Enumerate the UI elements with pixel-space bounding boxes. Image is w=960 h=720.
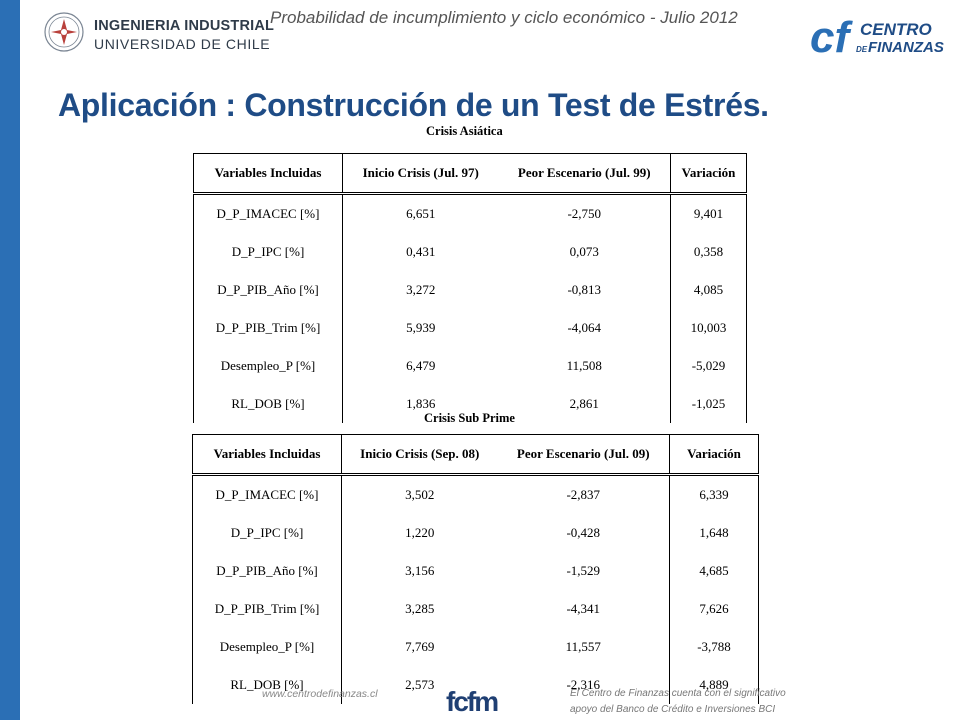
cf-de: DE — [856, 45, 868, 54]
cell-start: 3,156 — [405, 563, 435, 578]
cf-line2: FINANZAS — [868, 39, 944, 56]
slide-title: Aplicación : Construcción de un Test de Estrés. — [58, 87, 769, 123]
table-header-row — [194, 154, 747, 194]
header-start: Inicio Crisis (Sep. 08) — [342, 435, 498, 475]
university-name: UNIVERSIDAD DE CHILE — [94, 36, 271, 52]
cell-variable: D_P_IMACEC [%] — [194, 194, 343, 234]
centro-finanzas-logo — [810, 12, 950, 60]
cell-worst: -4,064 — [567, 320, 602, 335]
cell-start: 1,220 — [405, 525, 435, 540]
cell-worst: -1,529 — [566, 563, 601, 578]
table-row — [193, 628, 759, 666]
cell-worst: -4,341 — [566, 601, 601, 616]
cell-variation: 10,003 — [671, 309, 747, 347]
cell-variable: D_P_PIB_Año [%] — [193, 552, 342, 590]
header-worst: Peor Escenario (Jul. 09) — [498, 435, 670, 475]
cell-start: 1,836 — [406, 396, 436, 411]
cell-start: 3,285 — [405, 601, 435, 616]
cell-variation: 1,648 — [670, 514, 759, 552]
cell-variation: 0,358 — [671, 233, 747, 271]
header-variables: Variables Incluidas — [193, 435, 342, 475]
table-row — [194, 233, 747, 271]
cell-variation: 4,085 — [671, 271, 747, 309]
table-header-row — [193, 435, 759, 475]
cell-worst: -2,750 — [567, 206, 602, 221]
cell-variable: D_P_IMACEC [%] — [193, 475, 342, 515]
presentation-title: Probabilidad de incumplimiento y ciclo económico - Julio 2012 — [270, 8, 738, 27]
cell-variation: 9,401 — [671, 194, 747, 234]
cell-variation: -1,025 — [671, 385, 747, 423]
cell-worst: -2,316 — [566, 677, 601, 692]
cell-variable: Desempleo_P [%] — [193, 628, 342, 666]
cell-start: 3,272 — [406, 282, 436, 297]
cell-variation: -3,788 — [670, 628, 759, 666]
cell-variation: 6,339 — [670, 475, 759, 515]
cell-variation: 7,626 — [670, 590, 759, 628]
asian-crisis-table — [193, 153, 747, 423]
table-row — [193, 552, 759, 590]
header-variation: Variación — [671, 154, 747, 194]
cell-variation: -5,029 — [671, 347, 747, 385]
table-row — [194, 309, 747, 347]
table-row — [193, 475, 759, 515]
table-row — [194, 347, 747, 385]
cell-variable: RL_DOB [%] — [194, 385, 343, 423]
left-accent-bar — [0, 0, 20, 720]
cell-worst: 11,557 — [565, 639, 601, 654]
table-row — [194, 271, 747, 309]
fcfm-logo — [446, 684, 512, 718]
sponsor-line-2: apoyo del Banco de Crédito e Inversiones BCI — [570, 704, 776, 715]
cell-start: 6,479 — [406, 358, 436, 373]
footer-website-link[interactable]: www.centrodefinanzas.cl — [262, 688, 378, 700]
cell-start: 0,431 — [406, 244, 436, 259]
cell-worst: -2,837 — [566, 487, 601, 502]
table-caption-asian-crisis: Crisis Asiática — [426, 124, 503, 138]
ingenieria-industrial-logo — [42, 8, 275, 58]
cell-variable: RL_DOB [%] — [193, 666, 342, 704]
cell-variable: D_P_IPC [%] — [194, 233, 343, 271]
cell-variable: D_P_IPC [%] — [193, 514, 342, 552]
cell-worst: -0,813 — [567, 282, 602, 297]
cell-variation: 4,685 — [670, 552, 759, 590]
cf-line1: CENTRO — [860, 20, 932, 39]
sponsor-line-1: El Centro de Finanzas cuenta con el significativo — [570, 688, 786, 699]
cell-variable: Desempleo_P [%] — [194, 347, 343, 385]
cf-mark: cf — [810, 13, 850, 60]
subprime-crisis-table — [192, 434, 759, 704]
table-row — [193, 514, 759, 552]
cell-variation: 4,889 — [670, 666, 759, 704]
header-start: Inicio Crisis (Jul. 97) — [343, 154, 499, 194]
cell-start: 7,769 — [405, 639, 435, 654]
cell-variable: D_P_PIB_Trim [%] — [194, 309, 343, 347]
cell-worst: 11,508 — [566, 358, 602, 373]
cell-start: 2,573 — [405, 677, 435, 692]
table-caption-subprime-crisis: Crisis Sub Prime — [424, 411, 515, 425]
cell-worst: 0,073 — [569, 244, 599, 259]
institution-name: INGENIERIA INDUSTRIAL — [94, 18, 275, 34]
cell-worst: -0,428 — [566, 525, 601, 540]
table-row — [194, 194, 747, 234]
header-variables: Variables Incluidas — [194, 154, 343, 194]
university-seal-icon — [42, 10, 86, 54]
cell-start: 6,651 — [406, 206, 436, 221]
cell-worst: 2,861 — [569, 396, 599, 411]
cell-variable: D_P_PIB_Trim [%] — [193, 590, 342, 628]
header-variation: Variación — [670, 435, 759, 475]
footer-sponsor-note — [570, 686, 786, 718]
cell-start: 3,502 — [405, 487, 435, 502]
cell-start: 5,939 — [406, 320, 436, 335]
table-row — [193, 590, 759, 628]
header-worst: Peor Escenario (Jul. 99) — [499, 154, 671, 194]
cell-variable: D_P_PIB_Año [%] — [194, 271, 343, 309]
fcfm-logo-text: fcfm — [446, 686, 498, 717]
